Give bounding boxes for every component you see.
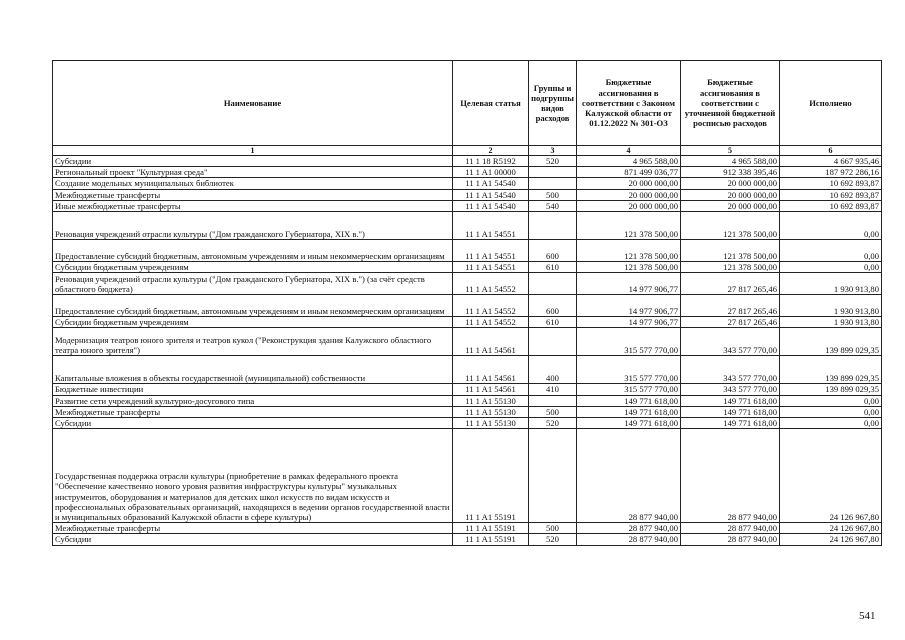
law-allocation: 121 378 500,00 (577, 262, 681, 273)
expense-group: 540 (529, 200, 577, 211)
executed-amount: 4 667 935,46 (780, 156, 882, 167)
executed-amount: 10 692 893,87 (780, 189, 882, 200)
expense-group: 520 (529, 534, 577, 545)
revised-allocation: 912 338 395,46 (681, 167, 780, 178)
revised-allocation: 28 877 940,00 (681, 429, 780, 523)
executed-amount: 1 930 913,80 (780, 317, 882, 328)
law-allocation: 28 877 940,00 (577, 523, 681, 534)
revised-allocation: 20 000 000,00 (681, 178, 780, 189)
law-allocation: 14 977 906,77 (577, 317, 681, 328)
expense-group: 410 (529, 384, 577, 395)
revised-allocation: 4 965 588,00 (681, 156, 780, 167)
target-article: 11 1 A1 55191 (453, 523, 529, 534)
executed-amount: 24 126 967,80 (780, 534, 882, 545)
table-row (53, 356, 882, 384)
row-name: Субсидии (53, 534, 453, 545)
target-article: 11 1 A1 55191 (453, 534, 529, 545)
budget-execution-table (52, 60, 882, 546)
executed-amount: 1 930 913,80 (780, 295, 882, 317)
row-name: Иные межбюджетные трансферты (53, 200, 453, 211)
table-row (53, 178, 882, 189)
revised-allocation: 27 817 265,46 (681, 317, 780, 328)
executed-amount: 0,00 (780, 262, 882, 273)
expense-group (529, 328, 577, 356)
law-allocation: 121 378 500,00 (577, 240, 681, 262)
row-name: Субсидии (53, 418, 453, 429)
executed-amount: 24 126 967,80 (780, 523, 882, 534)
target-article: 11 1 A1 54552 (453, 273, 529, 295)
executed-amount: 10 692 893,87 (780, 178, 882, 189)
row-name: Создание модельных муниципальных библиотек (53, 178, 453, 189)
table-row (53, 328, 882, 356)
expense-group (529, 429, 577, 523)
page-number: 541 (859, 610, 876, 622)
column-number: 6 (780, 146, 882, 156)
row-name: Региональный проект "Культурная среда" (53, 167, 453, 178)
target-article: 11 1 A1 54552 (453, 317, 529, 328)
table-row (53, 189, 882, 200)
target-article: 11 1 A1 54561 (453, 384, 529, 395)
header-law-allocations: Бюджетные ассигнования в соответствии с Законом Калужской области от 01.12.2022 № 301-ОЗ (577, 61, 681, 146)
target-article: 11 1 A1 54561 (453, 356, 529, 384)
executed-amount: 139 899 029,35 (780, 328, 882, 356)
row-name: Субсидии бюджетным учреждениям (53, 317, 453, 328)
column-number: 2 (453, 146, 529, 156)
executed-amount: 0,00 (780, 240, 882, 262)
expense-group: 520 (529, 418, 577, 429)
column-number: 4 (577, 146, 681, 156)
table-row (53, 534, 882, 545)
header-name: Наименование (53, 61, 453, 146)
revised-allocation: 121 378 500,00 (681, 262, 780, 273)
row-name: Предоставление субсидий бюджетным, автономным учреждениям и иным некоммерческим организациям (53, 240, 453, 262)
expense-group (529, 212, 577, 240)
law-allocation: 4 965 588,00 (577, 156, 681, 167)
table-row (53, 273, 882, 295)
law-allocation: 149 771 618,00 (577, 418, 681, 429)
law-allocation: 20 000 000,00 (577, 178, 681, 189)
revised-allocation: 27 817 265,46 (681, 273, 780, 295)
table-row (53, 317, 882, 328)
table-row (53, 262, 882, 273)
table-row (53, 406, 882, 417)
row-name: Субсидии (53, 156, 453, 167)
executed-amount: 1 930 913,80 (780, 273, 882, 295)
target-article: 11 1 A1 54551 (453, 262, 529, 273)
column-number: 1 (53, 146, 453, 156)
target-article: 11 1 A1 54540 (453, 178, 529, 189)
column-number-row (53, 146, 882, 156)
expense-group (529, 273, 577, 295)
table-row (53, 200, 882, 211)
revised-allocation: 121 378 500,00 (681, 212, 780, 240)
row-name: Межбюджетные трансферты (53, 406, 453, 417)
law-allocation: 315 577 770,00 (577, 356, 681, 384)
expense-group (529, 178, 577, 189)
revised-allocation: 149 771 618,00 (681, 406, 780, 417)
executed-amount: 139 899 029,35 (780, 384, 882, 395)
law-allocation: 20 000 000,00 (577, 200, 681, 211)
header-target-article: Целевая статья (453, 61, 529, 146)
table-row (53, 167, 882, 178)
law-allocation: 14 977 906,77 (577, 295, 681, 317)
executed-amount: 0,00 (780, 406, 882, 417)
expense-group: 600 (529, 240, 577, 262)
row-name: Предоставление субсидий бюджетным, автономным учреждениям и иным некоммерческим организациям (53, 295, 453, 317)
law-allocation: 149 771 618,00 (577, 395, 681, 406)
law-allocation: 28 877 940,00 (577, 429, 681, 523)
expense-group: 500 (529, 189, 577, 200)
row-name: Модернизация театров юного зрителя и театров кукол ("Реконструкция здания Калужского областного театра юного зрителя") (53, 328, 453, 356)
expense-group: 600 (529, 295, 577, 317)
executed-amount: 0,00 (780, 212, 882, 240)
target-article: 11 1 A1 54540 (453, 200, 529, 211)
revised-allocation: 20 000 000,00 (681, 189, 780, 200)
law-allocation: 315 577 770,00 (577, 328, 681, 356)
header-revised-allocations: Бюджетные ассигнования в соответствии с уточненной бюджетной росписью расходов (681, 61, 780, 146)
law-allocation: 315 577 770,00 (577, 384, 681, 395)
header-row (53, 61, 882, 146)
table-row (53, 212, 882, 240)
revised-allocation: 343 577 770,00 (681, 384, 780, 395)
revised-allocation: 343 577 770,00 (681, 356, 780, 384)
target-article: 11 1 A1 54551 (453, 240, 529, 262)
executed-amount: 24 126 967,80 (780, 429, 882, 523)
expense-group: 610 (529, 317, 577, 328)
table-row (53, 429, 882, 523)
target-article: 11 1 A1 55191 (453, 429, 529, 523)
header-expense-groups: Группы и подгруппы видов расходов (529, 61, 577, 146)
row-name: Бюджетные инвестиции (53, 384, 453, 395)
expense-group: 520 (529, 156, 577, 167)
table-row (53, 240, 882, 262)
law-allocation: 871 499 036,77 (577, 167, 681, 178)
table-row (53, 395, 882, 406)
revised-allocation: 27 817 265,46 (681, 295, 780, 317)
row-name: Государственная поддержка отрасли культуры (приобретение в рамках федерального проекта "Обеспечение качественно нового уровня развития инфраструктуры культуры" музыкальных инструментов, оборудования и материалов для детских школ искусств по видам искусств и профессиональных образовательных организаций, находящихся в ведении органов государственной власти и муниципальных образований Калужской области в сфере культуры) (53, 429, 453, 523)
revised-allocation: 149 771 618,00 (681, 395, 780, 406)
target-article: 11 1 A1 00000 (453, 167, 529, 178)
expense-group (529, 167, 577, 178)
revised-allocation: 343 577 770,00 (681, 328, 780, 356)
law-allocation: 20 000 000,00 (577, 189, 681, 200)
law-allocation: 149 771 618,00 (577, 406, 681, 417)
row-name: Капитальные вложения в объекты государственной (муниципальной) собственности (53, 356, 453, 384)
table-row (53, 295, 882, 317)
row-name: Реновация учреждений отрасли культуры ("Дом гражданского Губернатора, XIX в.") (53, 212, 453, 240)
row-name: Субсидии бюджетным учреждениям (53, 262, 453, 273)
column-number: 5 (681, 146, 780, 156)
expense-group: 610 (529, 262, 577, 273)
executed-amount: 0,00 (780, 395, 882, 406)
executed-amount: 0,00 (780, 418, 882, 429)
row-name: Межбюджетные трансферты (53, 189, 453, 200)
revised-allocation: 121 378 500,00 (681, 240, 780, 262)
law-allocation: 28 877 940,00 (577, 534, 681, 545)
expense-group: 500 (529, 406, 577, 417)
revised-allocation: 28 877 940,00 (681, 523, 780, 534)
revised-allocation: 28 877 940,00 (681, 534, 780, 545)
revised-allocation: 149 771 618,00 (681, 418, 780, 429)
header-executed: Исполнено (780, 61, 882, 146)
revised-allocation: 20 000 000,00 (681, 200, 780, 211)
executed-amount: 10 692 893,87 (780, 200, 882, 211)
target-article: 11 1 A1 54551 (453, 212, 529, 240)
target-article: 11 1 18 R5192 (453, 156, 529, 167)
row-name: Реновация учреждений отрасли культуры ("Дом гражданского Губернатора, XIX в.") (за счёт средств областного бюджета) (53, 273, 453, 295)
table-row (53, 418, 882, 429)
target-article: 11 1 A1 55130 (453, 418, 529, 429)
target-article: 11 1 A1 54552 (453, 295, 529, 317)
row-name: Межбюджетные трансферты (53, 523, 453, 534)
law-allocation: 121 378 500,00 (577, 212, 681, 240)
column-number: 3 (529, 146, 577, 156)
target-article: 11 1 A1 54540 (453, 189, 529, 200)
target-article: 11 1 A1 55130 (453, 395, 529, 406)
table-row (53, 523, 882, 534)
executed-amount: 139 899 029,35 (780, 356, 882, 384)
expense-group: 400 (529, 356, 577, 384)
law-allocation: 14 977 906,77 (577, 273, 681, 295)
row-name: Развитие сети учреждений культурно-досугового типа (53, 395, 453, 406)
target-article: 11 1 A1 55130 (453, 406, 529, 417)
expense-group (529, 395, 577, 406)
expense-group: 500 (529, 523, 577, 534)
target-article: 11 1 A1 54561 (453, 328, 529, 356)
table-row (53, 384, 882, 395)
executed-amount: 187 972 286,16 (780, 167, 882, 178)
table-row (53, 156, 882, 167)
